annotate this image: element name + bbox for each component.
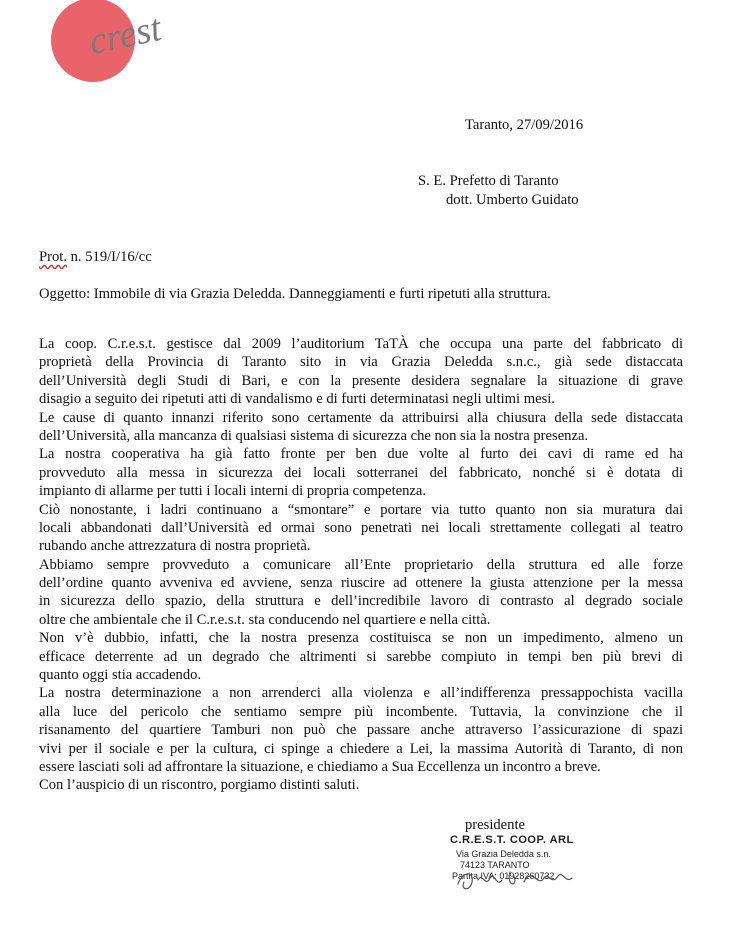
body-line: dell’ordine quanto avveniva ed avviene, senza riuscire ad ottenere la giusta attenzione per la messa (39, 575, 683, 592)
signatory-title: presidente (465, 817, 525, 833)
stamp-address: Via Grazia Deledda s.n. (456, 849, 551, 859)
recipient-line-2: dott. Umberto Guidato (446, 192, 579, 208)
body-line: vivi per il sociale e per la cultura, ci spinge a chiedere a Lei, la massima Autorità di Taranto, di non (39, 740, 683, 757)
body-line: impianto di allarme per tutti i locali interni di propria competenza. (39, 483, 427, 500)
body-line: Abbiamo sempre provveduto a comunicare all’Ente proprietario della struttura ed alle forze (39, 556, 683, 573)
body-line: locali abbandonati dall’Università ed ormai sono penetrati nei locali strettamente collegati al teatro (39, 519, 683, 536)
body-line: disagio a seguito dei ripetuti atti di vandalismo e di furti determinatasi negli ultimi mesi. (39, 391, 555, 408)
body-line: La nostra determinazione a non arrenderci alla violenza e all’indifferenza pressappochista vacilla (39, 685, 683, 702)
body-line: provveduto alla messa in sicurezza dei locali sotterranei del fabbricato, nonché si è dotata di (39, 464, 683, 481)
protocol-number (39, 248, 152, 266)
body-line: La coop. C.r.e.s.t. gestisce dal 2009 l’auditorium TaTÀ che occupa una parte del fabbricato di (39, 336, 683, 352)
body-line: La nostra cooperativa ha già fatto fronte per ben due volte al furto dei cavi di rame ed ha (39, 446, 683, 463)
body-line: Le cause di quanto innanzi riferito sono certamente da attribuirsi alla chiusura della sede distaccata (39, 409, 683, 426)
body-line: Non v’è dubbio, infatti, che la nostra presenza costituisca se non un impedimento, almeno un (39, 630, 683, 647)
body-line: efficace deterrente ad un degrado che altrimenti si sarebbe compiuto in tempi ben più brevi di (39, 648, 683, 665)
body-line: rubando anche attrezzatura di nostra proprietà. (39, 538, 311, 555)
body-line: alla luce del pericolo che sentiamo sempre più incombente. Tuttavia, la convinzione che il (39, 703, 683, 720)
letter-body (39, 335, 683, 795)
handwritten-signature (448, 842, 588, 902)
letter-subject: Oggetto: Immobile di via Grazia Deledda. Danneggiamenti e furti ripetuti alla struttura. (39, 286, 551, 302)
crest-logo (46, 0, 196, 86)
body-line: Con l’auspicio di un riscontro, porgiamo distinti saluti. (39, 777, 360, 794)
recipient-line-1: S. E. Prefetto di Taranto (418, 173, 559, 189)
stamp-company-name: C.R.E.S.T. COOP. ARL (450, 834, 574, 846)
body-line: Ciò nonostante, i ladri continuano a “smontare” e portare via tutto quanto non sia muratura dai (39, 501, 683, 518)
body-line: quanto oggi stia accadendo. (39, 667, 202, 684)
body-line: dell’Università, alla mancanza di qualsiasi sistema di sicurezza che non sia la nostra presenza. (39, 427, 589, 444)
stamp-vat: Partita IVA: 01928260732 (452, 871, 555, 881)
body-line: in sicurezza dello spazio, della struttura e dell’incredibile lavoro di contrasto al degrado sociale (39, 593, 683, 610)
protocol-value: n. 519/I/16/cc (66, 249, 152, 265)
body-line: essere lasciati soli ad affrontare la situazione, e chiediamo a Sua Eccellenza un incontro a breve. (39, 758, 601, 775)
letter-date: Taranto, 27/09/2016 (465, 117, 584, 133)
stamp-city: 74123 TARANTO (460, 860, 530, 870)
logo-text: crest (85, 6, 165, 64)
protocol-label: Prot. (39, 249, 67, 265)
body-line: dell’Università degli Studi di Bari, e con la presente desidera segnalare la situazione di grave (39, 372, 683, 389)
body-line: risanamento del quartiere Tamburi non può che passare anche attraverso l’assicurazione di spazi (39, 722, 683, 739)
body-line: proprietà della Provincia di Taranto sito in via Grazia Deledda s.n.c., già sede distaccata (39, 354, 683, 371)
body-line: oltre che ambientale che il C.r.e.s.t. sta conducendo nel quartiere e nella città. (39, 611, 491, 628)
